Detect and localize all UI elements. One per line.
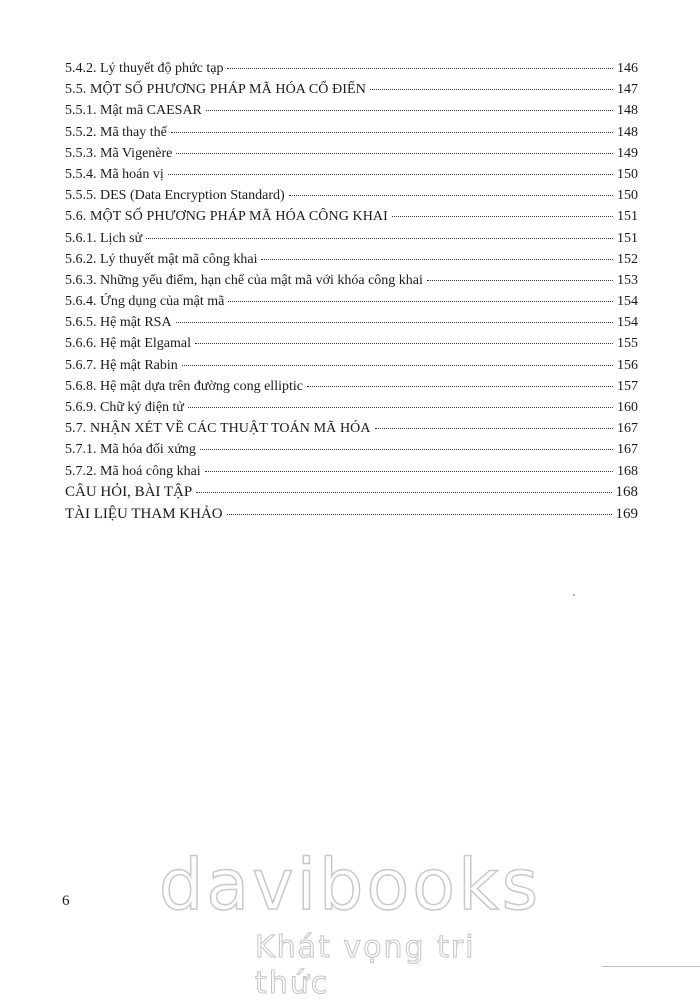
dot-leader <box>227 514 612 515</box>
toc-entry[interactable] <box>65 482 638 504</box>
toc-entry[interactable] <box>65 79 638 100</box>
dot-leader <box>200 449 613 450</box>
scan-edge-line <box>602 966 700 967</box>
toc-entry-label: 5.6.7. Hệ mật Rabin <box>65 357 178 373</box>
toc-entry-label: 5.5.5. DES (Data Encryption Standard) <box>65 188 285 204</box>
watermark-tagline: Khát vọng tri thức <box>255 930 476 1001</box>
toc-entry-label: 5.7.1. Mã hóa đối xứng <box>65 442 196 458</box>
toc-entry[interactable] <box>65 333 638 354</box>
toc-entry[interactable] <box>65 228 638 249</box>
toc-entry-label: 5.6.9. Chữ ký điện tử <box>65 400 185 415</box>
dot-leader <box>206 110 613 111</box>
toc-entry[interactable] <box>65 206 638 227</box>
toc-entry[interactable] <box>65 418 638 439</box>
toc-entry-page: 154 <box>617 294 638 310</box>
toc-entry-page: 155 <box>617 336 638 352</box>
dot-leader <box>261 259 613 260</box>
toc-entry-label: 5.4.2. Lý thuyết độ phức tạp <box>65 61 224 76</box>
toc-entry[interactable] <box>65 291 638 312</box>
toc-entry-label: 5.5.4. Mã hoán vị <box>65 166 164 182</box>
toc-entry[interactable] <box>65 376 638 397</box>
toc-entry-page: 150 <box>617 188 638 204</box>
page-number: 6 <box>62 893 70 909</box>
dot-leader <box>370 89 613 90</box>
toc-entry[interactable] <box>65 397 638 418</box>
toc-entry[interactable] <box>65 143 638 164</box>
dot-leader <box>289 195 613 196</box>
toc-entry-page: 153 <box>617 272 638 288</box>
toc-entry-label: 5.6.4. Ứng dụng của mật mã <box>65 294 225 310</box>
toc-entry-label: 5.5.3. Mã Vigenère <box>65 145 173 161</box>
toc-entry[interactable] <box>65 122 638 143</box>
toc-entry-label: 5.6.3. Những yếu điểm, hạn chế của mật mã với khóa công khai <box>65 272 423 288</box>
toc-entry-label: 5.6. MỘT SỐ PHƯƠNG PHÁP MÃ HÓA CÔNG KHAI <box>65 209 388 225</box>
dot-leader <box>427 280 613 281</box>
dot-leader <box>188 407 613 408</box>
dot-leader <box>392 216 613 217</box>
toc-entry-label: 5.7.2. Mã hoá công khai <box>65 463 201 479</box>
toc-entry-page: 149 <box>617 145 638 161</box>
toc-entry[interactable] <box>65 270 638 291</box>
dot-leader <box>228 301 613 302</box>
toc-entry-page: 168 <box>617 463 638 479</box>
toc-entry[interactable] <box>65 461 638 482</box>
toc-entry[interactable] <box>65 355 638 376</box>
toc-entry-page: 152 <box>617 251 638 267</box>
toc-entry[interactable] <box>65 249 638 270</box>
toc-entry-label: 5.5. MỘT SỐ PHƯƠNG PHÁP MÃ HÓA CỔ ĐIỂN <box>65 82 366 98</box>
toc-entry-label: TÀI LIỆU THAM KHẢO <box>65 505 223 522</box>
toc-entry[interactable] <box>65 312 638 333</box>
dot-leader <box>146 238 613 239</box>
toc-entry-label: 5.6.6. Hệ mật Elgamal <box>65 336 191 352</box>
toc-entry[interactable] <box>65 100 638 121</box>
toc-entry-label: 5.7. NHẬN XÉT VỀ CÁC THUẬT TOÁN MÃ HÓA <box>65 421 371 437</box>
toc-entry-page: 156 <box>617 357 638 373</box>
toc-entry-page: 160 <box>617 400 638 415</box>
toc-entry[interactable] <box>65 185 638 206</box>
toc-entry[interactable] <box>65 164 638 185</box>
table-of-contents <box>65 58 638 526</box>
dot-leader <box>375 428 613 429</box>
dot-leader <box>171 132 613 133</box>
toc-entry-label: 5.6.5. Hệ mật RSA <box>65 315 172 331</box>
toc-entry-page: 148 <box>617 124 638 140</box>
toc-entry-page: 157 <box>617 378 638 394</box>
dot-leader <box>195 343 613 344</box>
watermark-logo: davibooks <box>158 844 542 926</box>
toc-entry-page: 154 <box>617 315 638 331</box>
toc-entry-page: 168 <box>615 483 638 500</box>
toc-entry-label: CÂU HỎI, BÀI TẬP <box>65 483 193 500</box>
toc-entry-label: 5.6.1. Lịch sử <box>65 230 143 246</box>
toc-entry-label: 5.6.8. Hệ mật dựa trên đường cong elliptic <box>65 378 303 394</box>
scan-speck <box>573 594 575 596</box>
toc-entry-page: 151 <box>617 209 638 225</box>
dot-leader <box>196 492 611 493</box>
dot-leader <box>182 365 613 366</box>
toc-entry[interactable] <box>65 504 638 526</box>
dot-leader <box>176 322 613 323</box>
toc-entry-page: 146 <box>617 61 638 76</box>
dot-leader <box>307 386 613 387</box>
toc-entry-label: 5.5.1. Mật mã CAESAR <box>65 103 202 119</box>
dot-leader <box>168 174 613 175</box>
toc-entry-page: 167 <box>617 442 638 458</box>
dot-leader <box>205 471 613 472</box>
toc-entry-page: 150 <box>617 166 638 182</box>
dot-leader <box>227 68 613 69</box>
toc-entry-page: 148 <box>617 103 638 119</box>
toc-entry-page: 167 <box>617 421 638 437</box>
toc-entry-label: 5.6.2. Lý thuyết mật mã công khai <box>65 251 258 267</box>
toc-entry-page: 147 <box>617 82 638 98</box>
toc-entry[interactable] <box>65 58 638 79</box>
dot-leader <box>176 153 613 154</box>
toc-entry[interactable] <box>65 439 638 460</box>
toc-entry-page: 169 <box>615 505 638 522</box>
toc-entry-page: 151 <box>617 230 638 246</box>
toc-entry-label: 5.5.2. Mã thay thế <box>65 124 167 140</box>
